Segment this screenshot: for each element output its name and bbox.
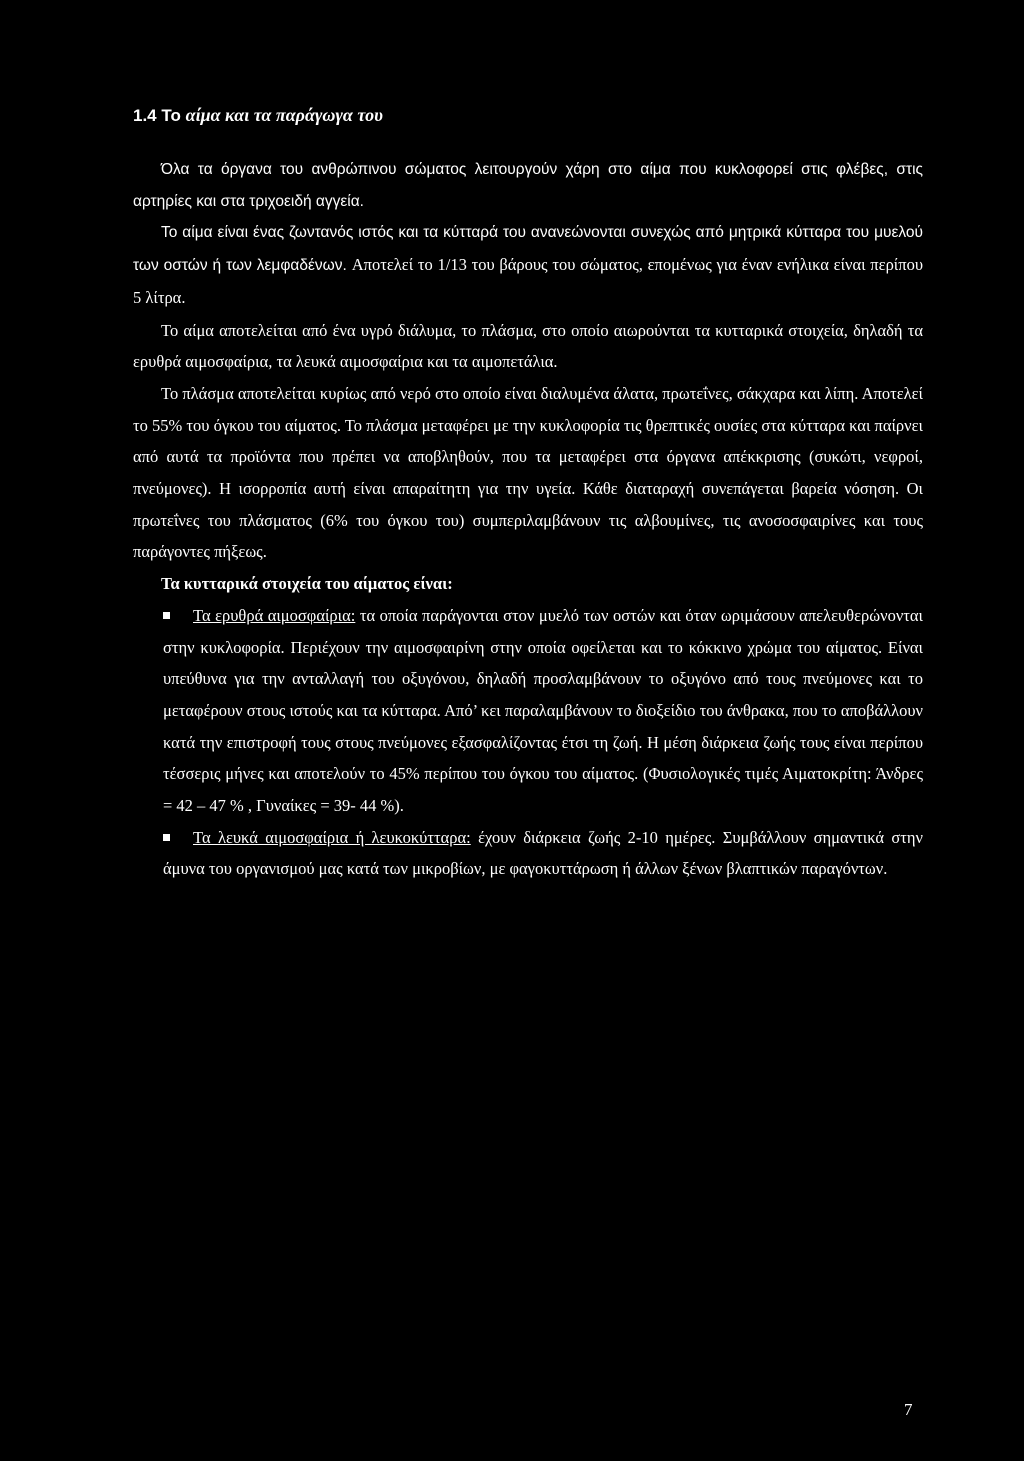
cellular-elements-heading: Τα κυτταρικά στοιχεία του αίματος είναι: bbox=[161, 574, 453, 594]
paragraph-plasma: Το πλάσμα αποτελείται κυρίως από νερό στο οποίο είναι διαλυμένα άλατα, πρωτεΐνες, σάκχαρα και λίπη. Αποτελεί το 55% του όγκου του αίματος. Το πλάσμα μεταφέρει με την κυκλοφορία τις θρεπτικές ουσίες στα κύτταρα και παίρνει από αυτά τα προϊόντα που πρέπει να αποβληθούν, που τα μεταφέρει στα όργανα απέκκρισης (συκώτι, νεφροί, πνεύμονες). Η ισορροπία αυτή είναι απαραίτητη για την υγεία. Κάθε διαταραχή συνεπάγεται βαρεία νόσηση. Οι πρωτεΐνες του πλάσματος (6% του όγκου του) συμπεριλαμβάνουν τις αλβουμίνες, τις ανοσοσφαιρίνες και τους παράγοντες πήξεως. bbox=[133, 383, 923, 562]
paragraph-living-tissue bbox=[133, 217, 923, 314]
paragraph-living-tissue-part2: Αποτελεί το 1/13 του βάρους του σώματος, επομένως για έναν ενήλικα είναι περίπου 5 λίτρα. bbox=[133, 255, 923, 307]
section-heading bbox=[133, 103, 923, 128]
description-red-cells: τα οποία παράγονται στον μυελό των οστών και όταν ωριμάσουν απελευθερώνονται στην κυκλοφορία. Περιέχουν την αιμοσφαιρίνη στην οποία οφείλεται και το κόκκινο χρώμα του αίματος. Είναι υπεύθυνα για την ανταλλαγή του οξυγόνου, δηλαδή προσλαμβάνουν το οξυγόνο από τους πνεύμονες και το μεταφέρουν στους ιστούς και τα κύτταρα. Από’ κει παραλαμβάνουν το διοξείδιο του άνθρακα, που το αποβάλλουν κατά την επιστροφή τους στους πνεύμονες εξασφαλίζοντας έτσι τη ζωή. Η μέση διάρκεια ζωής τους είναι περίπου τέσσερις μήνες και αποτελούν το 45% περίπου του όγκου του αίματος. (Φυσιολογικές τιμές Αιματοκρίτη: Άνδρες = 42 – 47 % , Γυναίκες = 39- 44 %). bbox=[163, 605, 923, 816]
square-bullet-icon bbox=[163, 834, 170, 841]
section-number: 1.4 bbox=[133, 106, 157, 125]
page-number: 7 bbox=[904, 1400, 913, 1419]
paragraph-composition: Το αίμα αποτελείται από ένα υγρό διάλυμα, το πλάσμα, στο οποίο αιωρούνται τα κυτταρικά στοιχεία, δηλαδή τα ερυθρά αιμοσφαίρια, τα λευκά αιμοσφαίρια και τα αιμοπετάλια. bbox=[133, 320, 923, 372]
list-item-body bbox=[163, 822, 923, 885]
list-item-body bbox=[163, 600, 923, 822]
paragraph-living-tissue-part1: Το αίμα είναι ένας ζωντανός ιστός και τα κύτταρά του ανανεώνονται συνεχώς από μητρικά κύτταρα του μυελού των οστών ή των λεμφαδένων. bbox=[133, 224, 923, 275]
section-title-italic: αίμα και τα παράγωγα του bbox=[185, 105, 383, 125]
term-white-cells: Τα λευκά αιμοσφαίρια ή λευκοκύτταρα: bbox=[193, 827, 471, 847]
square-bullet-icon bbox=[163, 612, 170, 619]
document-page bbox=[133, 103, 923, 885]
list-item-white-cells bbox=[133, 822, 923, 885]
section-title-plain: Το bbox=[161, 106, 186, 125]
list-item-red-cells bbox=[133, 600, 923, 822]
paragraph-organs: Όλα τα όργανα του ανθρώπινου σώματος λειτουργούν χάρη στο αίμα που κυκλοφορεί στις φλέβες, στις αρτηρίες και στα τριχοειδή αγγεία. bbox=[133, 161, 923, 210]
description-white-cells: έχουν διάρκεια ζωής 2-10 ημέρες. Συμβάλλουν σημαντικά στην άμυνα του οργανισμού μας κατά των μικροβίων, με φαγοκυττάρωση ή άλλων ξένων βλαπτικών παραγόντων. bbox=[163, 827, 923, 879]
term-red-cells: Τα ερυθρά αιμοσφαίρια: bbox=[193, 605, 356, 625]
